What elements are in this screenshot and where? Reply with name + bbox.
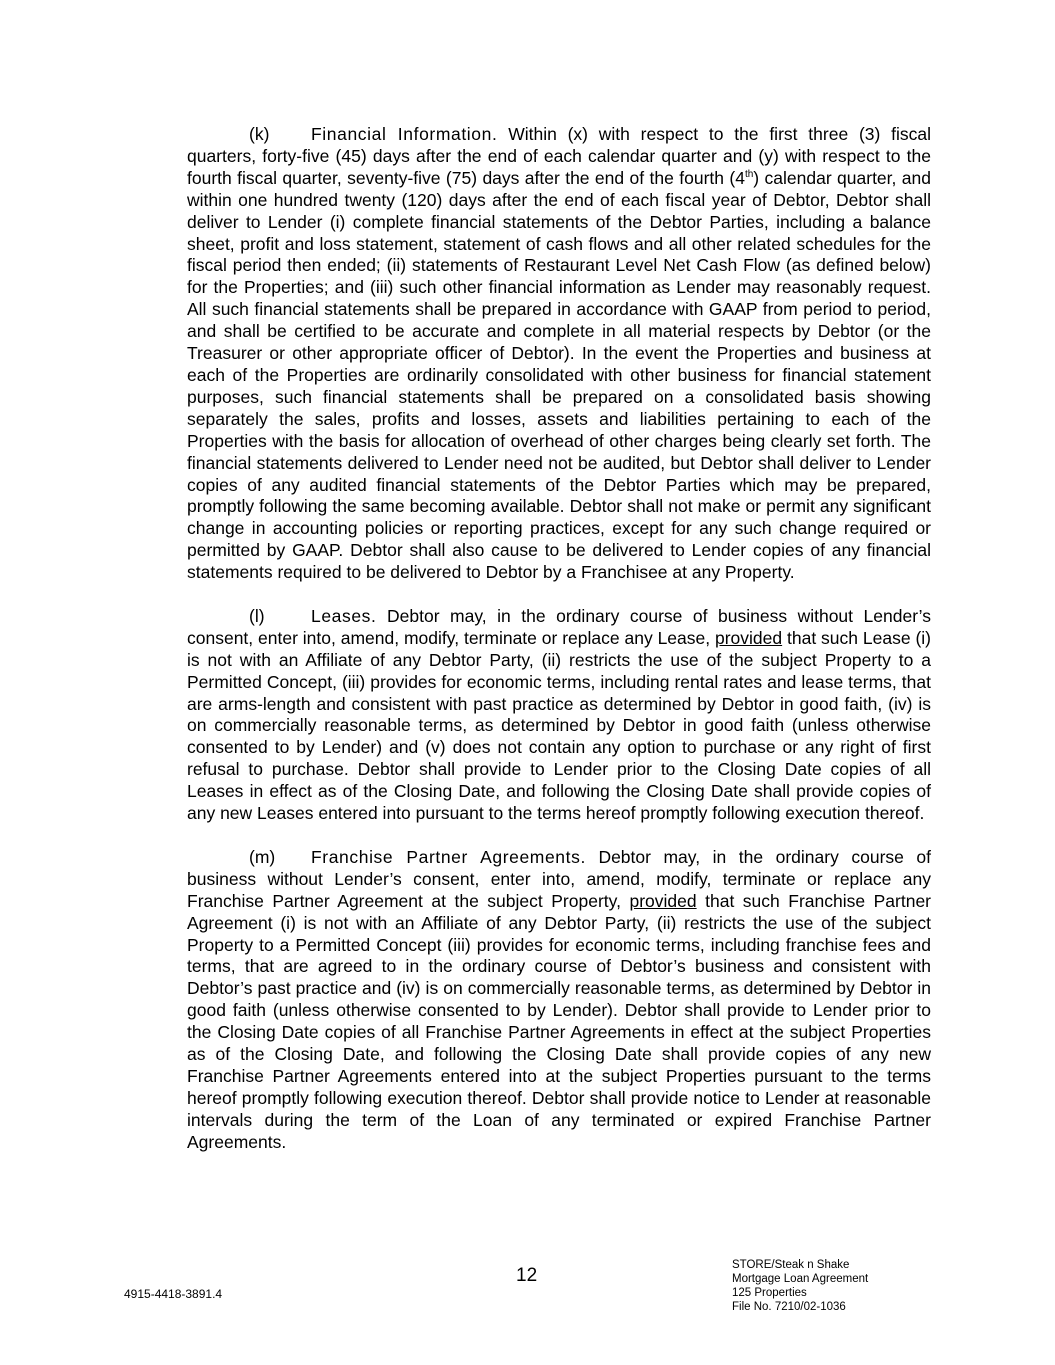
paragraph-k-number: (k)	[249, 124, 270, 144]
paragraph-m-text-part1: Debtor may, in the ordinary course of business without Lender’s consent, enter into, amend, modify, terminate or replace any Franchise Partner Agreement at the subject Property,	[187, 846, 931, 911]
footer-line-4: File No. 7210/02-1036	[732, 1301, 846, 1313]
footer-line-3: 125 Properties	[732, 1287, 807, 1299]
footer-line-2: Mortgage Loan Agreement	[732, 1273, 869, 1285]
paragraph-m-text-part2: that such Franchise Partner Agreement (i) is not with an Affiliate of any Debtor Party, (ii) restricts the use of the subject Property to a Permitted Concept (iii) provides for economic terms, including franchise fees and terms, that are agreed to in the ordinary course of Debtor’s business and consistent with Debtor’s past practice and (iv) is on commercially reasonable terms, as determined by Debtor in good faith (unless otherwise consented to by Lender). Debtor shall provide to Lender prior to the Closing Date copies of all Franchise Partner Agreements in effect at the subject Properties as of the Closing Date, and following the Closing Date shall provide copies of any new Franchise Partner Agreements entered into at the subject Properties pursuant to the terms hereof promptly following execution thereof. Debtor shall provide notice to Lender at reasonable intervals during the term of the Loan of any terminated or expired Franchise Partner Agreements.	[187, 890, 932, 1152]
paragraph-l-number: (l)	[249, 605, 265, 626]
paragraph-m-heading: Franchise Partner Agreements.	[311, 846, 586, 867]
document-id: 4915-4418-3891.4	[124, 1287, 223, 1301]
paragraph-l-heading: Leases.	[311, 605, 377, 626]
page-number: 12	[516, 1265, 538, 1286]
paragraph-m-number: (m)	[249, 846, 276, 867]
footer-line-1: STORE/Steak n Shake	[732, 1259, 850, 1271]
paragraph-m-provided: provided	[629, 890, 697, 911]
footer-info-block	[732, 1258, 868, 1314]
paragraph-l-text-part2: that such Lease (i) is not with an Affiliate of any Debtor Party, (ii) restricts the use of the subject Property to a Permitted Concept, (iii) provides for economic terms, including rental rates and lease terms, that are arms-length and consistent with past practice as determined by Debtor in good faith, (iv) is on commercially reasonable terms, as determined by Debtor in good faith (unless otherwise consented to by Lender) and (v) does not contain any option to purchase or any right of first refusal to purchase. Debtor shall provide to Lender prior to the Closing Date copies of all Leases in effect as of the Closing Date, and following the Closing Date shall provide copies of any new Leases entered into pursuant to the terms hereof promptly following execution thereof.	[187, 627, 931, 824]
paragraph-m	[187, 847, 931, 1154]
paragraph-k-text-part1: Within (x) with respect to the first three (3) fiscal quarters, forty-five (45) days after the end of each calendar quarter and (y) with respect to the fourth fiscal quarter, seventy-five (75) days after the end of the fourth (4	[187, 124, 931, 188]
paragraph-l-provided: provided	[714, 627, 783, 648]
paragraph-k	[187, 124, 931, 584]
document-body	[187, 124, 931, 1175]
paragraph-k-text-part2: ) calendar quarter, and within one hundred twenty (120) days after the end of each fiscal year of Debtor, Debtor shall deliver to Lender (i) complete financial statements of the Debtor Parties, including a balance sheet, profit and loss statement, statement of cash flows and all other related schedules for the fiscal period then ended; (ii) statements of Restaurant Level Net Cash Flow (as defined below) for the Properties; and (iii) such other financial information as Lender may reasonably request. All such financial statements shall be prepared in accordance with GAAP from period to period, and shall be certified to be accurate and complete in all material respects by Debtor (or the Treasurer or other appropriate officer of Debtor). In the event the Properties and business at each of the Properties are ordinarily consolidated with other business for financial statement purposes, such financial statements shall be prepared on a consolidated basis showing separately the sales, profits and losses, assets and liabilities pertaining to each of the Properties with the basis for allocation of overhead of other charges being clearly set forth. The financial statements delivered to Lender need not be audited, but Debtor shall deliver to Lender copies of any audited financial statements of the Debtor Parties which may be prepared, promptly following the same becoming available. Debtor shall not make or permit any significant change in accounting policies or reporting practices, except for any such change required or permitted by GAAP. Debtor shall also cause to be delivered to Lender copies of any financial statements required to be delivered to Debtor by a Franchisee at any Property.	[187, 167, 931, 583]
paragraph-k-superscript: th	[744, 168, 754, 180]
paragraph-k-heading: Financial Information.	[311, 124, 498, 144]
paragraph-l	[187, 606, 931, 825]
paragraph-l-text-part1: Debtor may, in the ordinary course of business without Lender’s consent, enter into, amend, modify, terminate or replace any Lease,	[187, 605, 931, 648]
